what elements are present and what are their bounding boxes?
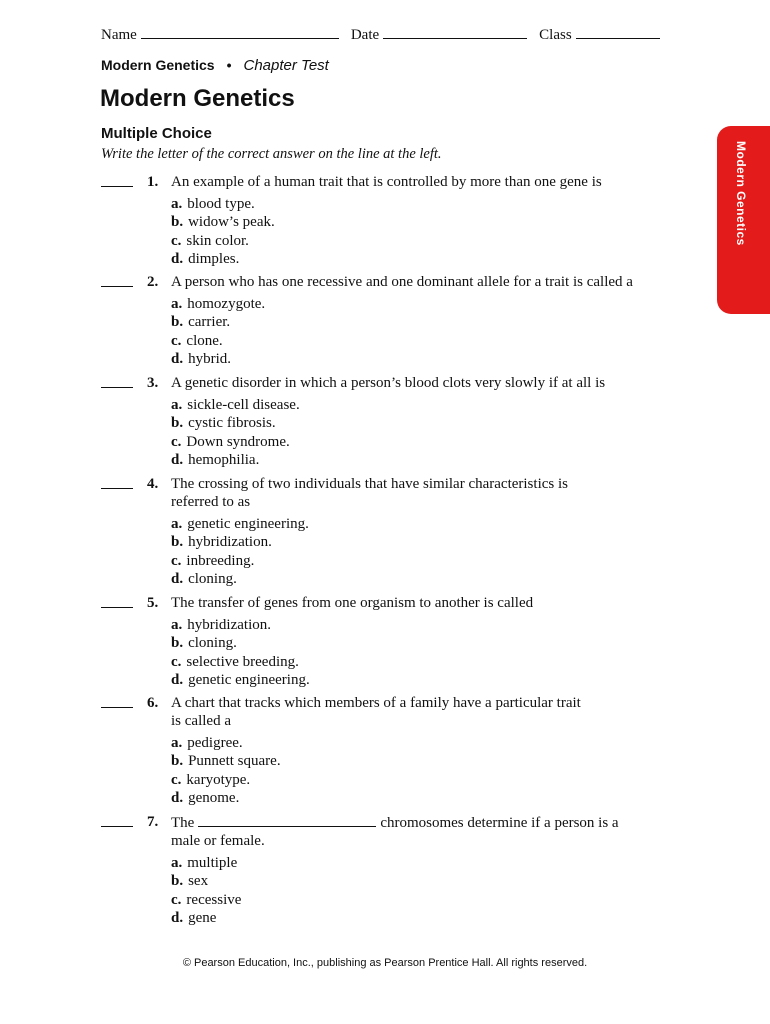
choice-b: b. hybridization. <box>171 534 272 551</box>
choice-b: b. sex <box>171 873 209 890</box>
question-number: 4. <box>147 476 159 492</box>
question-1 <box>101 173 681 268</box>
answer-blank-4[interactable] <box>101 475 133 489</box>
choice-a: a. hybridization. <box>171 617 271 633</box>
question-3 <box>101 374 681 469</box>
choice-a: a. blood type. <box>171 196 255 212</box>
name-label: Name <box>101 27 137 43</box>
question-number: 2. <box>147 274 159 290</box>
choice-d: d. genome. <box>171 789 240 806</box>
question-text: A person who has one recessive and one dominant allele for a trait is called a <box>171 274 633 290</box>
choice-d: d. gene <box>171 909 217 926</box>
side-tab-label: Modern Genetics <box>734 141 748 246</box>
choice-d: d. cloning. <box>171 570 237 587</box>
class-field[interactable] <box>576 25 660 39</box>
answer-blank-1[interactable] <box>101 173 133 187</box>
copyright-footer: © Pearson Education, Inc., publishing as Pearson Prentice Hall. All rights reserved. <box>182 957 588 969</box>
choice-d: d. dimples. <box>171 250 240 267</box>
question-number: 7. <box>147 814 159 830</box>
question-2 <box>101 273 701 368</box>
section-heading: Multiple Choice <box>101 125 212 142</box>
question-text: An example of a human trait that is controlled by more than one gene is <box>171 174 602 190</box>
choice-c: c. clone. <box>171 332 223 349</box>
choice-c: c. recessive <box>171 891 242 908</box>
choice-d: d. hybrid. <box>171 350 232 367</box>
test-type-label: Chapter Test <box>243 57 329 74</box>
choice-d: d. hemophilia. <box>171 451 260 468</box>
answer-blank-5[interactable] <box>101 594 133 608</box>
choice-c: c. karyotype. <box>171 771 251 788</box>
question-number: 3. <box>147 375 159 391</box>
class-label: Class <box>539 27 572 43</box>
question-text: The chromosomes determine if a person is a male or female. <box>171 815 619 849</box>
question-7 <box>101 813 681 927</box>
choice-c: c. skin color. <box>171 232 249 249</box>
choice-list <box>171 734 681 807</box>
answer-blank-2[interactable] <box>101 273 133 287</box>
unit-label: Modern Genetics <box>101 57 215 73</box>
subtitle-bullet: • <box>226 57 232 73</box>
answer-blank-3[interactable] <box>101 374 133 388</box>
choice-c: c. selective breeding. <box>171 653 299 670</box>
question-text: The transfer of genes from one organism to another is called <box>171 595 534 611</box>
choice-a: a. genetic engineering. <box>171 516 309 532</box>
question-6 <box>101 694 681 807</box>
choice-b: b. Punnett square. <box>171 753 281 770</box>
question-4 <box>101 475 681 588</box>
chapter-subtitle <box>101 57 329 74</box>
choice-list <box>171 396 681 469</box>
fill-in-blank[interactable] <box>198 813 376 827</box>
answer-blank-7[interactable] <box>101 813 133 827</box>
choice-a: a. homozygote. <box>171 296 266 312</box>
choice-d: d. genetic engineering. <box>171 671 310 688</box>
choice-b: b. cystic fibrosis. <box>171 415 276 432</box>
choice-list <box>171 515 681 588</box>
answer-blank-6[interactable] <box>101 694 133 708</box>
choice-c: c. Down syndrome. <box>171 433 290 450</box>
choice-list <box>171 195 681 268</box>
choice-a: a. sickle-cell disease. <box>171 397 300 413</box>
choice-a: a. pedigree. <box>171 735 243 751</box>
question-number: 5. <box>147 595 159 611</box>
question-number: 1. <box>147 174 159 190</box>
question-text: A genetic disorder in which a person’s blood clots very slowly if at all is <box>171 375 606 391</box>
question-text: The crossing of two individuals that have similar characteristics is referred to as <box>171 476 568 510</box>
question-text: A chart that tracks which members of a family have a particular trait is called a <box>171 695 581 729</box>
date-field[interactable] <box>383 25 527 39</box>
student-info-line <box>101 25 671 44</box>
choice-c: c. inbreeding. <box>171 552 255 569</box>
question-5 <box>101 594 681 689</box>
choice-list <box>171 616 681 689</box>
choice-b: b. widow’s peak. <box>171 214 275 231</box>
name-field[interactable] <box>141 25 339 39</box>
choice-b: b. carrier. <box>171 314 231 331</box>
choice-a: a. multiple <box>171 855 238 871</box>
question-number: 6. <box>147 695 159 711</box>
instructions: Write the letter of the correct answer on the line at the left. <box>101 146 442 162</box>
choice-list <box>171 295 701 368</box>
choice-list <box>171 854 681 927</box>
date-label: Date <box>350 27 380 43</box>
choice-b: b. cloning. <box>171 635 237 652</box>
page-title: Modern Genetics <box>100 85 295 112</box>
